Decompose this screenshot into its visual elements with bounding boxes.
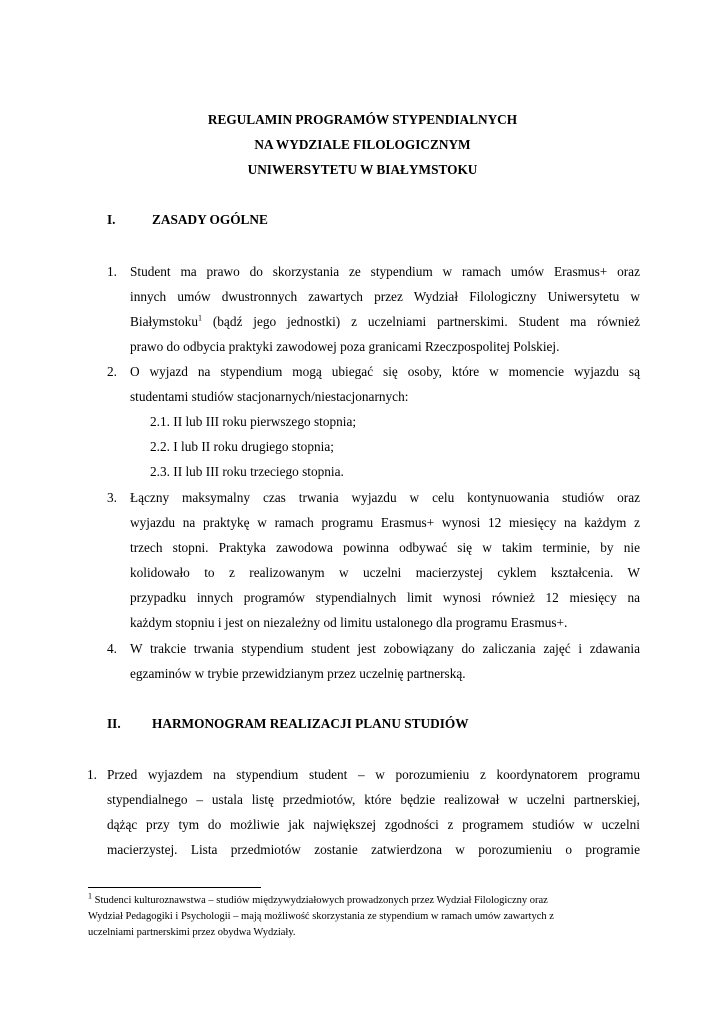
item-number: 3. bbox=[107, 490, 117, 505]
text-line: stypendialnego – ustala listę przedmiotów, które będzie realizował w uczelni partnerskiej, bbox=[107, 792, 640, 807]
subitem-2-1: 2.1. II lub III roku pierwszego stopnia; bbox=[150, 414, 357, 429]
document-title bbox=[0, 107, 725, 182]
footnote-text: Studenci kulturoznawstwa – studiów międzywydziałowych prowadzonych przez Wydział Filologiczny oraz bbox=[92, 895, 548, 906]
footnote-line bbox=[88, 893, 648, 909]
item-number: 1. bbox=[107, 264, 117, 279]
item-number: 4. bbox=[107, 641, 117, 656]
text-line: studentami studiów stacjonarnych/niestacjonarnych: bbox=[130, 389, 409, 404]
text-line: innych umów dwustronnych zawartych przez Wydział Filologiczny Uniwersytetu w bbox=[130, 289, 640, 304]
text-line: Student ma prawo do skorzystania ze stypendium w ramach umów Erasmus+ oraz bbox=[130, 264, 640, 279]
footnote-line: Wydział Pedagogiki i Psychologii – mają możliwość skorzystania ze stypendium w ramach umów zawartych z bbox=[88, 911, 554, 922]
section-1-title: ZASADY OGÓLNE bbox=[152, 212, 268, 227]
text-line: przypadku innych programów stypendialnych limit wynosi również 12 miesięcy na bbox=[130, 590, 640, 605]
text-line: prawo do odbycia praktyki zawodowej poza granicami Rzeczpospolitej Polskiej. bbox=[130, 339, 560, 354]
text-line: W trakcie trwania stypendium student jest zobowiązany do zaliczania zajęć i zdawania bbox=[130, 641, 640, 656]
text-line: Łączny maksymalny czas trwania wyjazdu w celu kontynuowania studiów oraz bbox=[130, 490, 640, 505]
text-line: kolidowało to z realizowanym w uczelni macierzystej cyklem kształcenia. W bbox=[130, 565, 640, 580]
text-fragment: Białymstoku bbox=[130, 314, 198, 329]
footnote bbox=[88, 893, 648, 941]
footnote-mark: 1 bbox=[88, 891, 92, 901]
section-2-number: II. bbox=[107, 716, 121, 731]
item-number: 1. bbox=[87, 767, 97, 782]
item-number: 2. bbox=[107, 364, 117, 379]
text-line: Przed wyjazdem na stypendium student – w porozumieniu z koordynatorem programu bbox=[107, 767, 640, 782]
subitem-2-2: 2.2. I lub II roku drugiego stopnia; bbox=[150, 439, 334, 454]
text-line: wyjazdu na praktykę w ramach programu Erasmus+ wynosi 12 miesięcy na każdym z bbox=[130, 515, 640, 530]
text-line bbox=[130, 309, 640, 334]
subitem-2-3: 2.3. II lub III roku trzeciego stopnia. bbox=[150, 464, 344, 479]
section-1-number: I. bbox=[107, 212, 116, 227]
footnote-separator bbox=[88, 887, 261, 888]
text-line: każdym stopniu i jest on niezależny od limitu ustalonego dla programu Erasmus+. bbox=[130, 615, 568, 630]
text-line: dążąc przy tym do możliwie jak największej zgodności z programem studiów w uczelni bbox=[107, 817, 640, 832]
title-line-1: REGULAMIN PROGRAMÓW STYPENDIALNYCH bbox=[207, 112, 518, 127]
text-line: macierzystej. Lista przedmiotów zostanie zatwierdzona w porozumieniu o programie bbox=[107, 842, 640, 857]
title-line-3: UNIWERSYTETU W BIAŁYMSTOKU bbox=[247, 162, 478, 177]
text-line: O wyjazd na stypendium mogą ubiegać się osoby, które w momencie wyjazdu są bbox=[130, 364, 640, 379]
section-2-title: HARMONOGRAM REALIZACJI PLANU STUDIÓW bbox=[152, 716, 469, 731]
title-line-2: NA WYDZIALE FILOLOGICZNYM bbox=[254, 137, 471, 152]
text-line: egzaminów w trybie przewidzianym przez uczelnię partnerską. bbox=[130, 666, 466, 681]
footnote-line: uczelniami partnerskimi przez obydwa Wydziały. bbox=[88, 927, 296, 938]
footnote-ref: 1 bbox=[197, 313, 202, 323]
text-fragment: (bądź jego jednostki) z uczelniami partnerskimi. Student ma również bbox=[201, 314, 640, 329]
text-line: trzech stopni. Praktyka zawodowa powinna odbywać się w takim terminie, by nie bbox=[130, 540, 640, 555]
